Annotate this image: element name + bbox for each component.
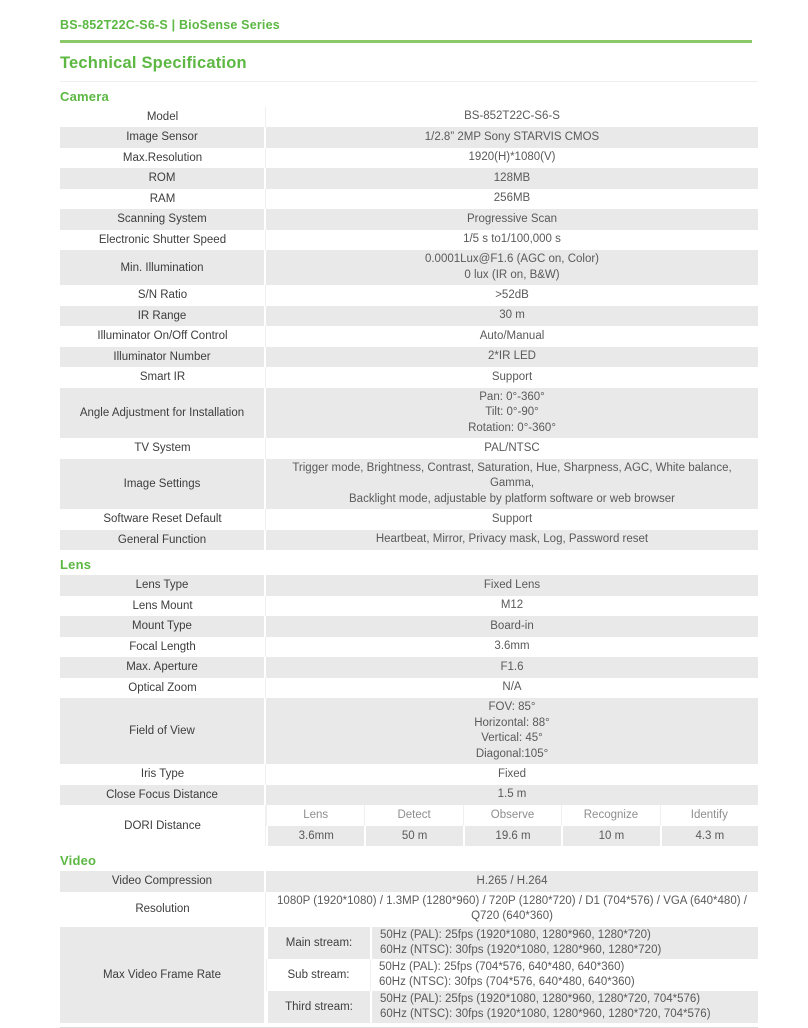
row-label: Max.Resolution (60, 148, 266, 169)
value-line: Heartbeat, Mirror, Privacy mask, Log, Password reset (375, 533, 649, 545)
spec-row (60, 107, 758, 128)
row-value (266, 250, 758, 285)
value-line: Fixed Lens (483, 578, 541, 591)
row-label: Image Settings (60, 459, 266, 510)
row-value (266, 127, 758, 148)
value-line: F1.6 (500, 660, 524, 673)
value-line: 1.5 m (497, 788, 527, 800)
spec-row (60, 871, 758, 892)
row-label: Angle Adjustment for Installation (60, 388, 266, 439)
stream-line: 60Hz (NTSC): 30fps (1920*1080, 1280*960, 1280*720) (380, 943, 662, 956)
row-value (266, 657, 758, 678)
spec-row (60, 209, 758, 230)
dori-table (266, 805, 758, 846)
dori-value-cell: 19.6 m (463, 826, 561, 847)
value-line: Support (491, 370, 533, 383)
title-rule (60, 81, 758, 82)
row-label: Image Sensor (60, 127, 266, 148)
row-value (266, 107, 758, 128)
row-value (266, 209, 758, 230)
value-line: N/A (502, 681, 522, 693)
doc-code: BS-852T22C-S6-S | BioSense Series (60, 18, 280, 32)
value-line: Trigger mode, Brightness, Contrast, Saturation, Hue, Sharpness, AGC, White balance, Gamma, (292, 461, 732, 489)
spec-row (60, 306, 758, 327)
stream-content (370, 959, 758, 991)
spec-row (60, 637, 758, 658)
section-lens (60, 557, 758, 846)
spec-row (60, 509, 758, 530)
row-label: Illuminator On/Off Control (60, 326, 266, 347)
row-value (266, 367, 758, 388)
row-value (266, 892, 758, 927)
value-line: Backlight mode, adjustable by platform software or web browser (349, 492, 675, 505)
row-label: Iris Type (60, 764, 266, 785)
row-value (266, 871, 758, 892)
stream-line: 60Hz (NTSC): 30fps (1920*1080, 1280*960, 1280*720, 704*576) (380, 1007, 711, 1020)
dori-header-cell: Identify (660, 805, 758, 826)
value-line: 3.6mm (494, 640, 530, 652)
row-value (266, 459, 758, 510)
row-value (266, 388, 758, 439)
spec-row (60, 678, 758, 699)
spec-row (60, 250, 758, 285)
row-value (266, 326, 758, 347)
row-label: Mount Type (60, 616, 266, 637)
value-line: Vertical: 45° (481, 732, 543, 744)
value-line: M12 (500, 599, 524, 611)
row-label: TV System (60, 438, 266, 459)
row-value (266, 148, 758, 169)
value-line: Pan: 0°-360° (479, 390, 545, 403)
stream-line: 50Hz (PAL): 25fps (1920*1080, 1280*960, 1280*720) (380, 928, 651, 941)
row-label: Model (60, 107, 266, 128)
spec-row (60, 189, 758, 210)
value-line: 1920(H)*1080(V) (468, 151, 556, 163)
row-value (266, 678, 758, 699)
spec-row (60, 698, 758, 764)
value-line: Q720 (640*360) (471, 910, 553, 922)
spec-table-lens (60, 575, 758, 846)
row-label: Electronic Shutter Speed (60, 230, 266, 251)
dori-header-cell: Lens (266, 805, 364, 826)
row-label: Max Video Frame Rate (60, 927, 266, 1023)
row-value (266, 189, 758, 210)
row-label: Illuminator Number (60, 347, 266, 368)
value-line: >52dB (495, 288, 529, 301)
value-line: 256MB (493, 192, 531, 204)
row-value (266, 347, 758, 368)
row-label: ROM (60, 168, 266, 189)
value-line: Fixed (497, 767, 527, 780)
value-line: 1080P (1920*1080) / 1.3MP (1280*960) / 720P (1280*720) / D1 (704*576) / VGA (640*480) / (277, 894, 747, 907)
value-line: H.265 / H.264 (476, 874, 548, 887)
value-line: PAL/NTSC (484, 441, 540, 454)
dori-value-cell: 50 m (364, 826, 462, 847)
section-title-camera: Camera (60, 88, 109, 104)
row-label: Max. Aperture (60, 657, 266, 678)
row-label: Smart IR (60, 367, 266, 388)
dori-header-cell: Recognize (561, 805, 659, 826)
spec-table-camera (60, 107, 758, 551)
spec-row (60, 892, 758, 927)
dori-header-cell: Observe (463, 805, 561, 826)
row-value (266, 637, 758, 658)
spec-row (60, 764, 758, 785)
row-label: General Function (60, 530, 266, 551)
dori-value-cell: 10 m (561, 826, 659, 847)
row-label: Video Compression (60, 871, 266, 892)
spec-row (60, 127, 758, 148)
spec-row (60, 285, 758, 306)
row-label: Min. Illumination (60, 250, 266, 285)
row-label: IR Range (60, 306, 266, 327)
value-line: FOV: 85° (488, 701, 536, 713)
row-label: Software Reset Default (60, 509, 266, 530)
value-line: 2*IR LED (488, 350, 536, 362)
row-label: Resolution (60, 892, 266, 927)
row-value (266, 306, 758, 327)
section-title-lens: Lens (60, 557, 92, 572)
value-line: Board-in (490, 619, 534, 632)
value-line: 30 m (499, 309, 525, 321)
spec-row (60, 657, 758, 678)
header-rule (60, 40, 752, 43)
row-value (266, 509, 758, 530)
spec-row (60, 575, 758, 596)
stream-line: 60Hz (NTSC): 30fps (704*576, 640*480, 640*360) (379, 975, 635, 988)
row-label: RAM (60, 189, 266, 210)
streams-table (266, 927, 758, 1023)
row-value (266, 230, 758, 251)
spec-row (60, 347, 758, 368)
section-video (60, 853, 758, 1023)
row-label: Focal Length (60, 637, 266, 658)
row-label: Close Focus Distance (60, 785, 266, 806)
spec-row (60, 785, 758, 806)
spec-row (60, 596, 758, 617)
stream-line: 50Hz (PAL): 25fps (704*576, 640*480, 640*360) (379, 960, 625, 973)
page-title: Technical Specification (60, 53, 247, 72)
spec-row (60, 168, 758, 189)
bottom-rule (60, 1027, 758, 1028)
value-line: BS-852T22C-S6-S (464, 110, 560, 122)
dori-row-group (60, 805, 758, 846)
stream-content (370, 927, 758, 959)
value-line: Auto/Manual (479, 329, 545, 342)
row-label: Field of View (60, 698, 266, 764)
value-line: Diagonal:105° (475, 747, 549, 760)
dori-value-cell: 4.3 m (660, 826, 758, 847)
spec-row (60, 326, 758, 347)
value-line: Rotation: 0°-360° (468, 421, 556, 434)
spec-row (60, 367, 758, 388)
spec-row (60, 148, 758, 169)
stream-row (266, 991, 758, 1023)
stream-content (370, 991, 758, 1023)
spec-row (60, 388, 758, 439)
value-line: 1/5 s to1/100,000 s (463, 233, 561, 245)
spec-row (60, 530, 758, 551)
row-label: Optical Zoom (60, 678, 266, 699)
value-line: Support (491, 512, 533, 525)
stream-name: Main stream: (266, 927, 370, 959)
value-line: Tilt: 0°-90° (485, 406, 539, 418)
row-value (266, 168, 758, 189)
value-line: 0.0001Lux@F1.6 (AGC on, Color) (424, 253, 600, 265)
spec-sections (60, 89, 758, 1023)
row-label: Scanning System (60, 209, 266, 230)
row-value (266, 530, 758, 551)
value-line: Horizontal: 88° (474, 716, 550, 729)
row-value (266, 764, 758, 785)
section-camera (60, 89, 758, 551)
spec-row (60, 230, 758, 251)
value-line: 128MB (493, 171, 531, 184)
spec-row (60, 616, 758, 637)
row-value (266, 616, 758, 637)
stream-row (266, 927, 758, 959)
dori-header-row (266, 805, 758, 826)
stream-row (266, 959, 758, 991)
dori-value-cell: 3.6mm (266, 826, 364, 847)
row-label: Lens Mount (60, 596, 266, 617)
stream-name: Third stream: (266, 991, 370, 1023)
value-line: 0 lux (IR on, B&W) (464, 268, 560, 281)
dori-value-row (266, 826, 758, 847)
streams-row-group (60, 927, 758, 1023)
row-value (266, 698, 758, 764)
row-value (266, 575, 758, 596)
row-label: DORI Distance (60, 805, 266, 846)
row-value (266, 438, 758, 459)
row-label: Lens Type (60, 575, 266, 596)
row-label: S/N Ratio (60, 285, 266, 306)
spec-row (60, 438, 758, 459)
section-title-video: Video (60, 853, 97, 868)
value-line: 1/2.8” 2MP Sony STARVIS CMOS (424, 130, 600, 143)
stream-name: Sub stream: (266, 959, 370, 991)
value-line: Progressive Scan (466, 212, 558, 225)
dori-header-cell: Detect (364, 805, 462, 826)
row-value (266, 285, 758, 306)
row-value (266, 785, 758, 806)
row-value (266, 596, 758, 617)
stream-line: 50Hz (PAL): 25fps (1920*1080, 1280*960, 1280*720, 704*576) (380, 992, 701, 1005)
spec-row (60, 459, 758, 510)
